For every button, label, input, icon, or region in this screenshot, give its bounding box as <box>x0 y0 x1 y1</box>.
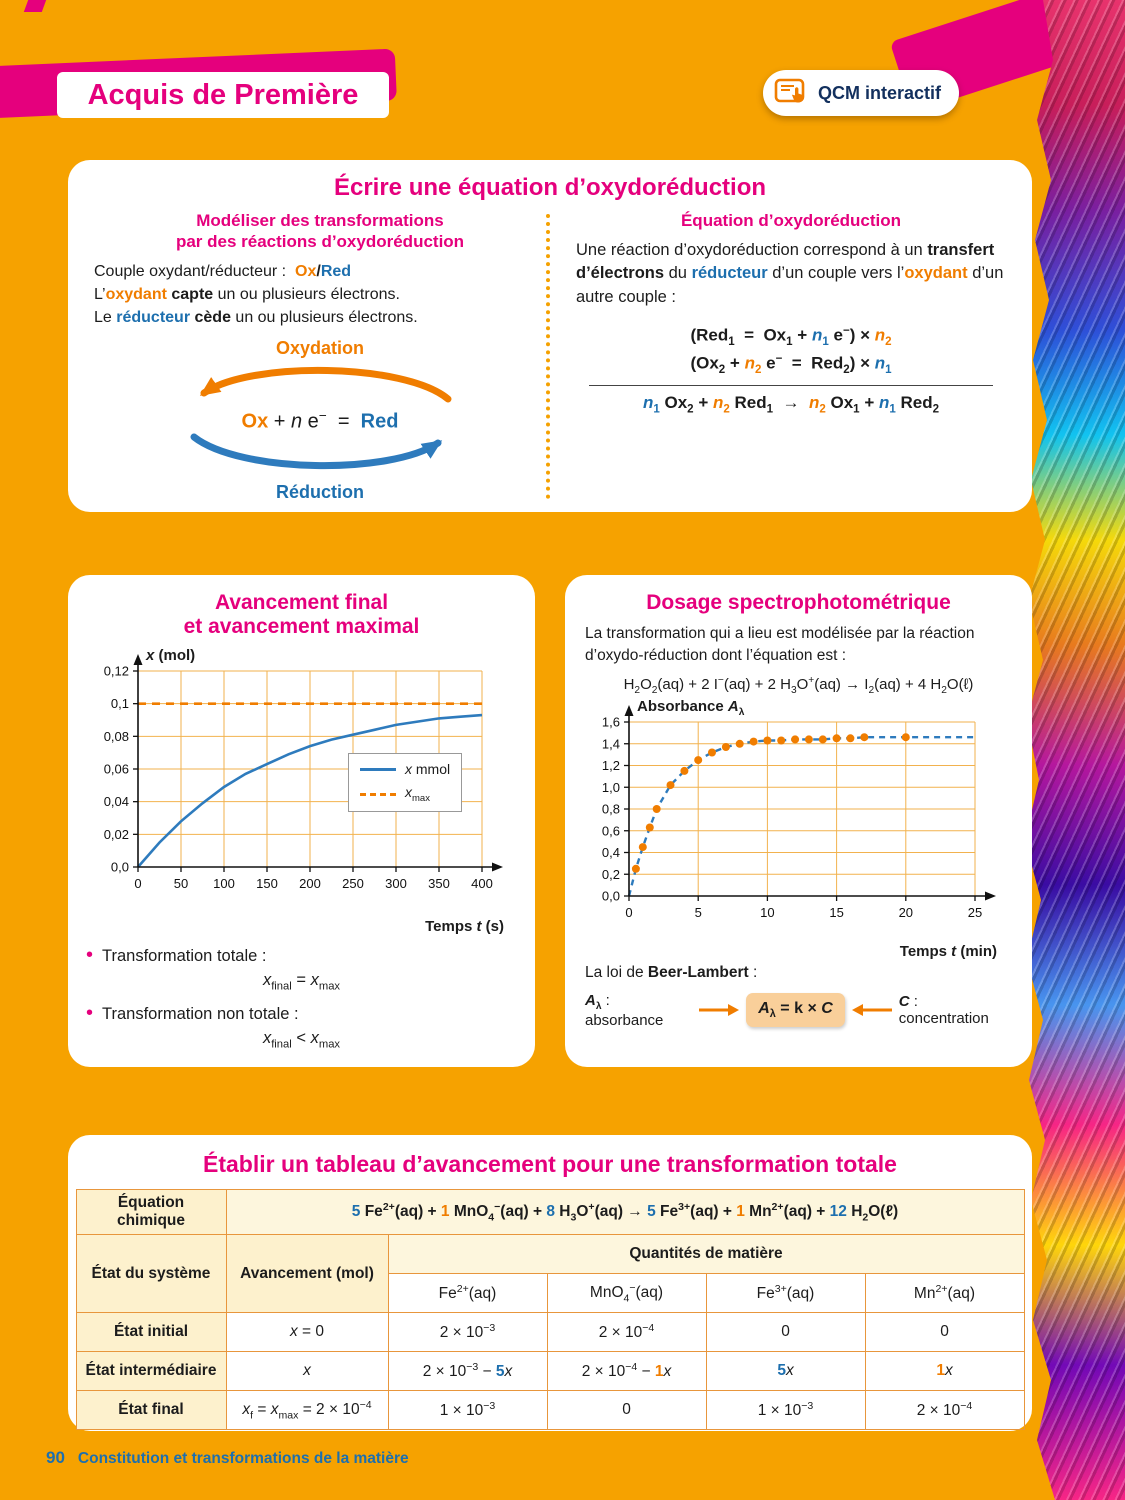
bullet-transformation-non-totale: • Transformation non totale : <box>86 1001 299 1024</box>
bullet-dot-icon: • <box>86 944 94 967</box>
svg-text:0,02: 0,02 <box>103 827 129 843</box>
equation-label-cell: Équation chimique <box>76 1190 226 1235</box>
svg-text:0,2: 0,2 <box>601 866 620 882</box>
svg-text:20: 20 <box>898 904 914 920</box>
card-title: Établir un tableau d’avancement pour une transformation totale <box>203 1151 897 1177</box>
quantites-header-cell: Quantités de matière <box>388 1235 1024 1274</box>
formula-non-totale: $x_{final} < x_{max}$ <box>262 1028 341 1050</box>
x-axis-label: Temps t (min) <box>899 942 997 960</box>
absorbance-chart-wrap <box>585 698 1001 960</box>
svg-text:400: 400 <box>471 876 493 892</box>
svg-text:15: 15 <box>829 904 844 920</box>
footer-chapter-title: Constitution et transformations de la matière <box>77 1450 409 1467</box>
svg-text:150: 150 <box>256 876 278 892</box>
card-title: Avancement final et avancement maximal <box>183 591 420 639</box>
svg-text:300: 300 <box>385 876 407 892</box>
svg-text:200: 200 <box>299 876 321 892</box>
line-sample-dashed <box>360 793 396 796</box>
legend-item <box>360 784 450 804</box>
svg-text:0,0: 0,0 <box>601 888 620 904</box>
equation-cell: 5 $Fe^{2+}(aq) + 1$ MnO$_4$−(aq) + 8 $H_3O^+(aq) \to 5$ $Fe^{3+}(aq) + 1$ $Mn^{2+}(aq) + 12$ $H_2O(\ell)$ <box>226 1190 1024 1235</box>
svg-text:0,4: 0,4 <box>601 844 620 860</box>
svg-text:5: 5 <box>694 904 702 920</box>
legend-item <box>360 761 450 777</box>
redox-intro-paragraph: Une réaction d’oxydoréduction correspond à un transfert d’électrons du réducteur d’un couple vers l’oxydant d’un autre couple : <box>576 240 1004 306</box>
species-cell: $Fe^{3+}(aq)$ <box>706 1274 865 1313</box>
dosage-equation: $H_2O_2(aq) + 2$ I−(aq) + 2 $H_3O^+(aq) \to I_2(aq) + 4$ $H_2O(\ell)$ <box>623 674 974 696</box>
redox-cycle-diagram <box>170 338 470 504</box>
half-equation-1: ($Red_1 = Ox_1 + n_1$ $e^-) \times n_2$ <box>690 325 892 349</box>
decorative-crystal-image <box>1025 0 1125 1500</box>
reducteur-line: Le réducteur cède un ou plusieurs électrons. <box>94 309 418 327</box>
half-equation-2: ($Ox_2 + n_2$ $e^- = Red_2) \times n_1$ <box>690 353 892 377</box>
species-cell: $Fe^{2+}(aq)$ <box>388 1274 547 1313</box>
oxidation-label: Oxydation <box>275 337 364 358</box>
card-equation-oxydoreduction <box>68 160 1032 512</box>
beer-lambert-text: La loi de Beer-Lambert : <box>585 963 758 981</box>
svg-text:0,1: 0,1 <box>110 696 129 712</box>
legend-label: $x_{max}$ <box>405 784 430 805</box>
svg-text:0,6: 0,6 <box>601 822 620 838</box>
arrow-right-icon <box>699 1004 739 1016</box>
y-axis-label: Absorbance $A_\lambda$ <box>637 697 745 718</box>
svg-text:0,0: 0,0 <box>110 859 129 875</box>
svg-text:1,2: 1,2 <box>601 757 620 773</box>
svg-text:1,6: 1,6 <box>601 714 620 730</box>
svg-text:0,04: 0,04 <box>103 794 129 810</box>
card-title: Dosage spectrophotométrique <box>646 591 951 614</box>
redox-half-equation: Ox + n e− = Red <box>241 407 399 433</box>
qcm-interactif-badge[interactable] <box>763 70 959 116</box>
card-title: Écrire une équation d’oxydoréduction <box>333 174 767 201</box>
concentration-label: C : concentration <box>898 993 989 1028</box>
svg-text:250: 250 <box>342 876 364 892</box>
sum-line <box>589 385 993 386</box>
oxydant-line: L’oxydant capte un ou plusieurs électrons. <box>94 286 400 304</box>
absorbance-chart <box>585 698 1001 943</box>
page-title <box>57 72 389 118</box>
svg-text:10: 10 <box>760 904 775 920</box>
oxidation-arrow-icon <box>170 359 470 403</box>
formula-totale: $x_{final} = x_{max}$ <box>262 971 341 993</box>
system-header-cell: État du système <box>76 1235 226 1313</box>
dosage-intro: La transformation qui a lieu est modélisée par la réaction d’oxydo-réduction dont l’équation est : <box>585 625 975 664</box>
card-avancement <box>68 575 535 1067</box>
qcm-label: QCM interactif <box>818 82 942 103</box>
avancement-header-cell: Avancement (mol) <box>226 1235 388 1313</box>
reduction-arrow-icon <box>170 433 470 477</box>
species-cell: MnO$_4$−(aq) <box>547 1274 706 1313</box>
bullet-transformation-totale: • Transformation totale : <box>86 944 267 967</box>
table-row-final: État final $x_f = x_{max} = 2 \times 10^{-4}$ $1 \times 10^{-3}$ 0 $1 \times 10^{-3}$ $2 \times 10^{-4}$ <box>76 1391 1024 1430</box>
redox-left-column <box>94 210 546 504</box>
legend-label: x mmol <box>405 761 451 778</box>
page-title-text: Acquis de Première <box>87 78 359 111</box>
page-number: 90 <box>46 1448 65 1467</box>
y-axis-label: x (mol) <box>146 647 196 665</box>
svg-text:100: 100 <box>213 876 235 892</box>
table-row-intermediaire: État intermédiaire x $2 \times 10^{-3} - 5x$ $2 \times 10^{-4} - 1x$ 5x 1x <box>76 1352 1024 1391</box>
table-row-initial: État initial x = 0 $2 \times 10^{-3}$ $2 \times 10^{-4}$ 0 0 <box>76 1313 1024 1352</box>
card-dosage-spectrophotometrique <box>565 575 1032 1067</box>
svg-text:0: 0 <box>134 876 142 892</box>
svg-text:0,8: 0,8 <box>601 801 620 817</box>
svg-text:0,08: 0,08 <box>103 729 129 745</box>
page-footer <box>46 1448 409 1468</box>
right-subtitle: Équation d’oxydoréduction <box>680 210 902 230</box>
decorative-pink-shape-topleft <box>24 0 46 12</box>
card-tableau-avancement <box>68 1135 1032 1431</box>
arrow-left-icon <box>852 1004 892 1016</box>
equation-row <box>76 1190 1024 1235</box>
svg-text:0: 0 <box>625 904 633 920</box>
svg-text:0,12: 0,12 <box>103 663 129 679</box>
reduction-label: Réduction <box>276 482 364 503</box>
line-sample-solid <box>360 768 396 771</box>
header-row <box>76 1235 1024 1274</box>
chart-legend <box>348 753 462 812</box>
qcm-device-icon <box>773 77 809 109</box>
svg-text:1,4: 1,4 <box>601 735 620 751</box>
svg-text:350: 350 <box>428 876 450 892</box>
couple-line: Couple oxydant/réducteur : Ox/Red <box>94 263 352 281</box>
avancement-chart-wrap <box>86 645 510 935</box>
x-axis-label: Temps t (s) <box>425 918 504 936</box>
beer-lambert-formula-row <box>585 992 1012 1029</box>
bullet-dot-icon: • <box>86 1001 94 1024</box>
beer-lambert-formula: $A_\lambda = k \times C$ <box>746 993 845 1027</box>
avancement-table <box>76 1189 1025 1430</box>
absorbance-label: $A_\lambda$ : absorbance <box>585 991 664 1029</box>
redox-right-column <box>550 210 1006 504</box>
svg-text:25: 25 <box>967 904 983 920</box>
svg-text:1,0: 1,0 <box>601 779 620 795</box>
svg-text:50: 50 <box>173 876 189 892</box>
species-cell: $Mn^{2+}(aq)$ <box>865 1274 1024 1313</box>
redox-equation-system <box>581 325 1001 415</box>
global-equation: $n_1$ $Ox_2 + n_2$ $Red_1 \to n_2$ $Ox_1 + n_1$ Red$_2$ <box>642 393 940 416</box>
left-subtitle: Modéliser des transformations par des réactions d’oxydoréduction <box>175 210 465 251</box>
svg-text:0,06: 0,06 <box>103 761 129 777</box>
